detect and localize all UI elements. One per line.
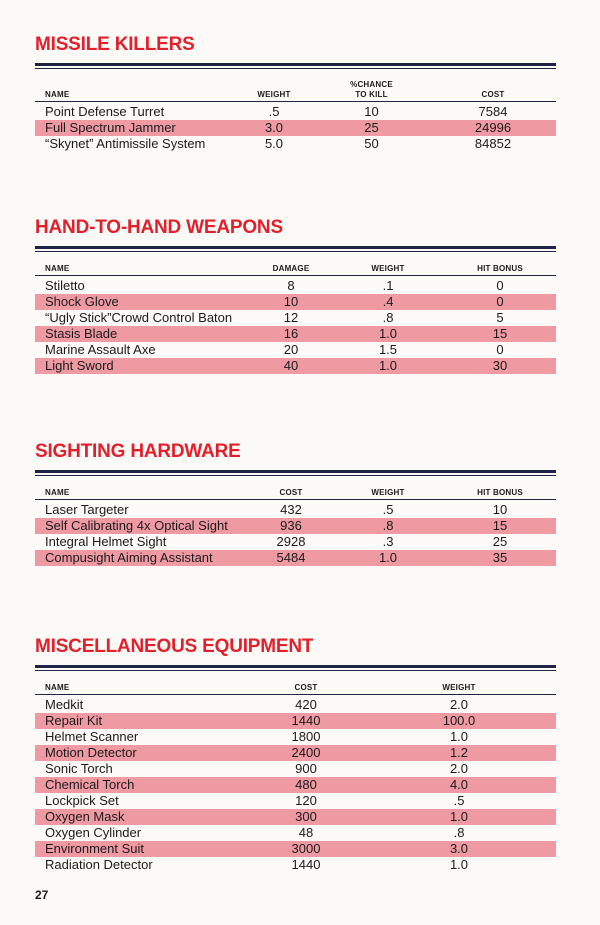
section-title: HAND-TO-HAND WEAPONS [35,217,283,238]
cell-hit-bonus: 0 [496,278,504,293]
cell-name: Compusight Aiming Assistant [45,550,213,565]
cell-cost: 1800 [291,729,321,744]
table-body [35,102,556,152]
cell-weight: .4 [382,294,394,309]
cell-weight: 1.0 [378,326,398,341]
cell-cost: 7584 [478,104,508,119]
cell-damage: 16 [283,326,299,341]
cell-damage: 12 [283,310,299,325]
cell-name: Environment Suit [45,841,144,856]
cell-weight: 2.0 [449,761,469,776]
cell-weight: 1.0 [378,550,398,565]
col-header-weight: WEIGHT [257,89,291,99]
cell-name: Self Calibrating 4x Optical Sight [45,518,228,533]
cell-damage: 8 [287,278,295,293]
cell-hit-bonus: 25 [492,534,508,549]
cell-weight: .5 [268,104,280,119]
table-row [35,809,556,825]
cell-weight: 4.0 [449,777,469,792]
cell-cost: 48 [298,825,314,840]
col-header-cost: COST [279,487,303,497]
cell-chance: 50 [364,136,379,151]
cell-cost: 936 [280,518,302,533]
section-sighting-hardware [35,441,556,566]
cell-weight: 1.5 [378,342,398,357]
cell-weight: 3.0 [449,841,469,856]
cell-weight: 5.0 [264,136,284,151]
cell-chance: 10 [364,104,379,119]
cell-hit-bonus: 15 [492,326,508,341]
table-header [35,476,556,499]
col-header-weight: WEIGHT [371,263,405,273]
cell-name: Oxygen Cylinder [45,825,142,840]
cell-name: Laser Targeter [45,502,129,517]
cell-cost: 5484 [276,550,306,565]
cell-damage: 20 [283,342,299,357]
table-row [35,777,556,793]
table-row [35,713,556,729]
col-header-weight: WEIGHT [371,487,405,497]
col-header-name: NAME [45,487,70,497]
rule [35,63,556,66]
table-row [35,534,556,550]
cell-weight: 2.0 [449,697,469,712]
cell-weight: 3.0 [264,120,284,135]
cell-name: Helmet Scanner [45,729,139,744]
cell-weight: 1.0 [449,729,469,744]
table-row [35,278,556,294]
section-miscellaneous-equipment [35,636,556,873]
cell-cost: 420 [295,697,317,712]
col-header-name: NAME [45,89,70,99]
cell-cost: 84852 [474,136,512,151]
col-header-weight: WEIGHT [442,682,476,692]
table-row [35,745,556,761]
col-header-hit-bonus: HIT BONUS [477,263,523,273]
cell-hit-bonus: 30 [492,358,508,373]
table-body [35,500,556,566]
cell-weight: 1.0 [449,809,469,824]
section-missile-killers [35,34,556,152]
cell-name: “Skynet” Antimissile System [45,136,206,151]
col-header-damage: DAMAGE [272,263,310,273]
table-row [35,136,556,152]
cell-weight: .8 [382,310,394,325]
cell-weight: .5 [453,793,465,808]
cell-name: Lockpick Set [45,793,119,808]
cell-weight: .1 [382,278,394,293]
cell-weight: .8 [453,825,465,840]
table-row [35,697,556,713]
table-row [35,729,556,745]
cell-name: Chemical Torch [45,777,135,792]
section-title: SIGHTING HARDWARE [35,441,241,462]
cell-name: Stasis Blade [45,326,118,341]
cell-name: Medkit [45,697,84,712]
table-row [35,518,556,534]
cell-cost: 900 [295,761,317,776]
cell-damage: 10 [283,294,299,309]
cell-name: Motion Detector [45,745,137,760]
cell-weight: .8 [382,518,394,533]
cell-cost: 432 [280,502,302,517]
cell-cost: 480 [295,777,317,792]
table-row [35,310,556,326]
cell-cost: 1440 [291,713,321,728]
table-row [35,294,556,310]
col-header-cost: COST [294,682,318,692]
table-row [35,761,556,777]
col-header-name: NAME [45,682,70,692]
table-row [35,326,556,342]
table-row [35,841,556,857]
cell-hit-bonus: 35 [492,550,508,565]
cell-hit-bonus: 5 [496,310,504,325]
cell-cost: 24996 [474,120,512,135]
cell-name: Sonic Torch [45,761,113,776]
section-hand-to-hand-weapons [35,217,556,374]
cell-hit-bonus: 0 [496,342,504,357]
cell-name: “Ugly Stick”Crowd Control Baton [45,310,233,325]
col-header-chance-to-kill: %CHANCE TO KILL [350,80,393,99]
table-row [35,502,556,518]
section-title: MISCELLANEOUS EQUIPMENT [35,636,314,657]
cell-name: Repair Kit [45,713,103,728]
cell-hit-bonus: 0 [496,294,504,309]
table-row [35,358,556,374]
cell-cost: 2928 [276,534,306,549]
cell-weight: .5 [382,502,394,517]
cell-cost: 2400 [291,745,321,760]
cell-name: Integral Helmet Sight [45,534,167,549]
cell-cost: 1440 [291,857,321,872]
col-header-cost: COST [481,89,505,99]
table-row [35,120,556,136]
table-row [35,342,556,358]
section-title: MISSILE KILLERS [35,34,195,55]
table-row [35,550,556,566]
cell-name: Stiletto [45,278,85,293]
cell-weight: .3 [382,534,394,549]
col-header-hit-bonus: HIT BONUS [477,487,523,497]
table-body [35,276,556,374]
cell-hit-bonus: 15 [492,518,508,533]
table-header [35,252,556,275]
cell-hit-bonus: 10 [492,502,508,517]
cell-name: Shock Glove [45,294,119,309]
cell-damage: 40 [283,358,299,373]
table-row [35,857,556,873]
rule [35,246,556,249]
table-header [35,671,556,694]
table-header [35,69,556,101]
cell-name: Full Spectrum Jammer [45,120,176,135]
page-number: 27 [35,888,49,902]
col-header-name: NAME [45,263,70,273]
cell-weight: 1.0 [378,358,398,373]
table-row [35,104,556,120]
cell-cost: 3000 [291,841,321,856]
cell-weight: 1.0 [449,857,469,872]
rule [35,665,556,668]
rule [35,470,556,473]
cell-name: Oxygen Mask [45,809,125,824]
cell-name: Light Sword [45,358,114,373]
cell-weight: 100.0 [442,713,476,728]
table-row [35,793,556,809]
cell-name: Radiation Detector [45,857,153,872]
cell-name: Point Defense Turret [45,104,165,119]
table-body [35,695,556,873]
cell-name: Marine Assault Axe [45,342,156,357]
cell-chance: 25 [364,120,379,135]
cell-weight: 1.2 [449,745,469,760]
cell-cost: 300 [295,809,317,824]
cell-cost: 120 [295,793,317,808]
table-row [35,825,556,841]
